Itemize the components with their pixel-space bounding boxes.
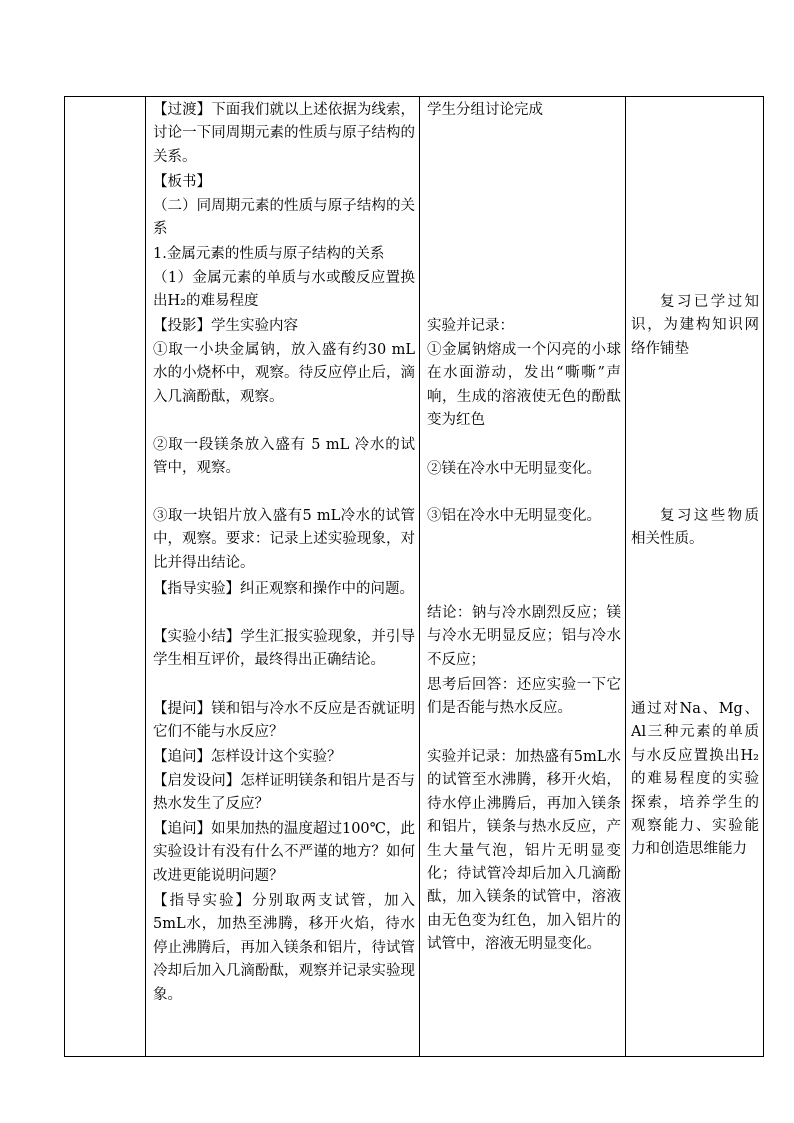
design-intent-cell (631, 97, 759, 1056)
record-label: 实验并记录： (427, 318, 514, 334)
intent-3: 通过对Na、Mg、Al三种元素的单质与水反应置换出H₂的难易程度的实验探索，培养学生的观察能力、实验能力和创造思维能力 (631, 701, 759, 858)
column-divider (145, 97, 146, 1056)
intent-1: 复习已学过知识，为建构知识网络作铺垫 (631, 294, 759, 357)
teaching-content-cell (153, 97, 415, 1056)
followup-paragraph-2: 【追问】如果加热的温度超过100℃，此实验设计有没有什么不严谨的地方？如何改进更能说明问题？ (153, 821, 415, 884)
lesson-plan-table (64, 96, 764, 1057)
observation-1: ①金属钠熔成一个闪亮的小球在水面游动，发出“嘶嘶”声响，生成的溶液使无色的酚酞变为红色 (427, 342, 621, 429)
heuristic-paragraph: 【启发设问】怎样证明镁条和铝片是否与热水发生了反应？ (153, 773, 415, 813)
section-heading: （二）同周期元素的性质与原子结构的关系 (153, 198, 415, 238)
followup-paragraph: 【追问】怎样设计这个实验？ (153, 749, 342, 765)
conclusion-paragraph: 结论：钠与冷水剧烈反应；镁与冷水无明显反应；铝与冷水不反应； (427, 605, 621, 668)
observation-2: ②镁在冷水中无明显变化。 (427, 461, 601, 477)
experiment-1: ①取一小块金属钠，放入盛有约30 mL水的小烧杯中，观察。待反应停止后，滴入几滴酚酞，观察。 (153, 342, 415, 405)
board-heading: 【板书】 (153, 174, 211, 190)
question-paragraph: 【提问】镁和铝与冷水不反应是否就证明它们不能与水反应？ (153, 701, 415, 741)
experiment-3: ③取一块铝片放入盛有5 mL冷水的试管中，观察。要求：记录上述实验现象，对比并得出结论。 (153, 508, 415, 571)
subsection-item: （1）金属元素的单质与水或酸反应置换出H₂的难易程度 (153, 270, 415, 310)
transition-paragraph: 【过渡】下面我们就以上述依据为线索，讨论一下同周期元素的性质与原子结构的关系。 (153, 102, 415, 165)
intent-2: 复习这些物质相关性质。 (631, 508, 759, 548)
answer-paragraph: 思考后回答：还应实验一下它们是否能与热水反应。 (427, 677, 621, 717)
record-paragraph-2: 实验并记录：加热盛有5mL水的试管至水沸腾，移开火焰，待水停止沸腾后，再加入镁条和铝片，镁条与热水反应，产生大量气泡，铝片无明显变化；待试管冷却后加入几滴酚酞，加入镁条的试管中，溶液由无色变为红色，加入铝片的试管中，溶液无明显变化。 (427, 749, 621, 953)
column-divider (419, 97, 420, 1056)
projection-heading: 【投影】学生实验内容 (153, 318, 298, 334)
observation-3: ③铝在冷水中无明显变化。 (427, 508, 601, 524)
student-activity-cell (427, 97, 621, 1056)
experiment-2: ②取一段镁条放入盛有 5 mL 冷水的试管中，观察。 (153, 437, 415, 477)
subsection-heading: 1.金属元素的性质与原子结构的关系 (153, 246, 385, 262)
column-divider (625, 97, 626, 1056)
student-discussion: 学生分组讨论完成 (427, 102, 543, 118)
guide-paragraph: 【指导实验】纠正观察和操作中的问题。 (153, 581, 414, 597)
guide-paragraph-2: 【指导实验】分别取两支试管，加入5mL水，加热至沸腾，移开火焰，待水停止沸腾后，再加入镁条和铝片，待试管冷却后加入几滴酚酞，观察并记录实验现象。 (153, 893, 415, 1003)
summary-paragraph: 【实验小结】学生汇报实验现象，并引导学生相互评价，最终得出正确结论。 (153, 629, 415, 669)
